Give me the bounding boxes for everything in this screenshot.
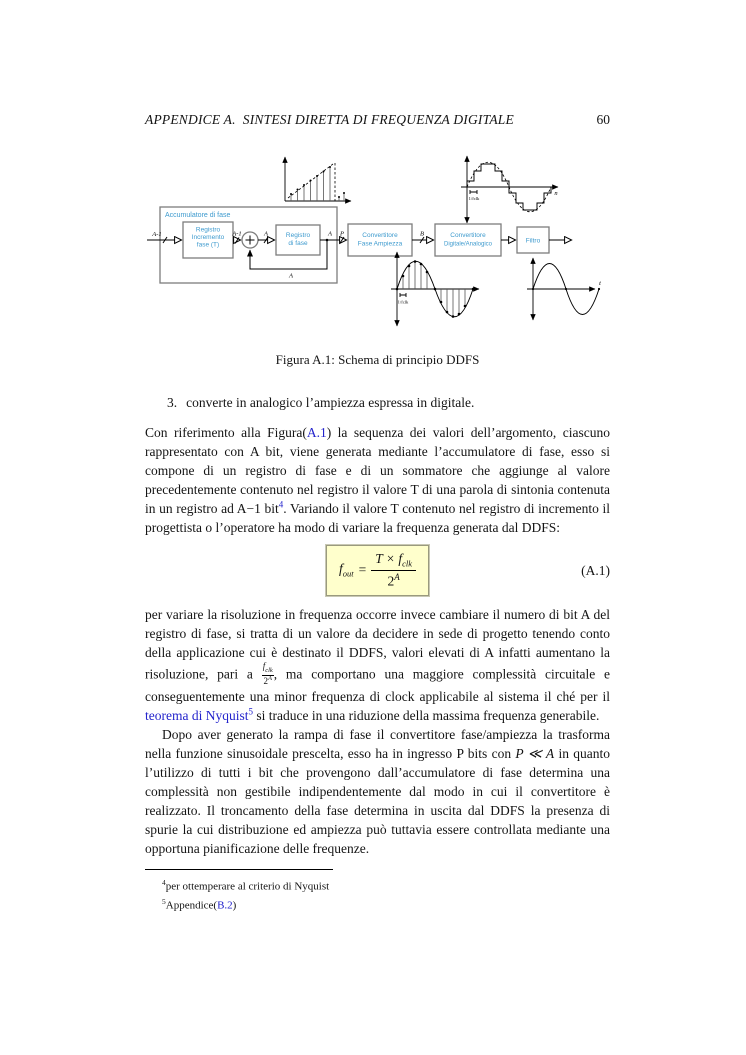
figure-ref-link[interactable]: A.1 [306,425,327,440]
figure-ddfs-diagram [145,149,610,337]
equation-number: (A.1) [581,563,610,579]
list-item-number: 3. [167,395,178,410]
equation-box: $f_{out}$ = $\frac{T \times f_{clk}}{2^A}$ [326,545,429,596]
nyquist-theorem-link[interactable]: teorema di Nyquist [145,707,249,723]
svg-text:Registro: Registro [285,232,311,239]
clk-period-label: 1/fclk [468,196,480,201]
n-axis-label: n [554,190,558,197]
incr-out-bus-label: A-1 [232,230,242,238]
convertitore-digitale-analogico-box [435,224,501,256]
convertitore-fase-ampiezza-box [348,224,412,256]
list-item-3 [167,395,610,411]
paragraph-3: Dopo aver generato la rampa di fase il convertitore fase/ampiezza la trasforma nella funzione sinusoidale prescelta, esso ha in ingresso P bits con P ≪ A in quanto l’utilizzo di tutti i bit che provengono dall’accumulatore di fase determina una complessità non gestibile indipendentemente dal modo in cui il convertitore è realizzato. Il troncamento della fase determina in uscita dal DDFS la presenza di spurie la cui distribuzione ed ampiezza può tuttavia essere controllata mediante una opportuna pianificazione delle frequenze. [145,726,610,856]
footnote-ref-4[interactable]: 4 [278,499,284,510]
list-item-text: converte in analogico l’ampiezza espressa in digitale. [186,395,475,410]
page-header [145,112,610,128]
p-bus-label: P [340,230,344,238]
footnote-5: $^5$Appendice(B.2) [162,897,237,912]
equation-a1 [145,545,610,596]
svg-text:Digitale/Analogico: Digitale/Analogico [443,241,493,248]
paragraph-1: Con riferimento alla Figura(A.1) la sequenza dei valori dell’argomento, ciascuno rappresentato con A bit, viene generata mediante l’accumulatore di fase, esso si compone di un registro di fase e di un sommatore che aggiunge al valore precedentemente contenuto nel registro il valore T di una parola di sintonia contenuta in un registro ad A−1 bit$^4$. Variando il valore T contenuto nel registro di incremento il progettista o l’operatore ha modo di variare la frequenza generata dal DDFS: [145,425,610,535]
paragraph-2: per variare la risoluzione in frequenza occorre invece cambiare il numero di bit A del registro di fase, si tratta di un valore da decidere in sede di progetto tenendo conto della applicazione cui è destinato il DDFS, valori elevati di A infatti aumentano la risoluzione, pari a $\frac{f_{clk}}{2^A}$ , ma comportano una maggiore complessità circuitale e conseguentemente una minor frequenza di clock applicabile al sistema il ché per il teorema di Nyquist$^5$ si traduce in una riduzione della massima frequenza generabile. [145,607,610,723]
inline-fraction: $\frac{f_{clk}}{2^A}$ [262,661,273,687]
footnote-rule [145,869,333,870]
page-number: 60 [596,112,610,127]
phase-out-bus-label: A [328,230,332,238]
svg-text:Filtro: Filtro [525,237,541,245]
inline-math: P ≪ A [515,745,555,761]
registro-incremento-box [183,222,233,258]
header-title: APPENDICE A. SINTESI DIRETTA DI FREQUENZA DIGITALE [145,112,514,127]
svg-text:Registro: Registro [195,226,221,234]
svg-text:fase (T): fase (T) [196,241,220,249]
svg-text:Fase Ampiezza: Fase Ampiezza [357,240,403,248]
svg-text:Convertitore: Convertitore [450,232,486,239]
footnote-4: $^4$per ottemperare al criterio di Nyquist [162,877,330,893]
adder-symbol [242,232,258,248]
feedback-bus-label: A [289,272,293,280]
input-bus-label: A-1 [152,231,162,238]
svg-text:Convertitore: Convertitore [362,232,398,239]
body-text [145,423,610,914]
sampled-sine-plot [391,252,479,326]
t-axis-label: t [599,280,601,287]
clk-period-label-2: 1/fclk [397,299,409,305]
staircase-sine-plot [461,156,558,223]
b-bus-label: B [420,230,424,238]
footnotes [145,869,610,914]
analog-sine-plot [527,258,601,320]
sum-out-bus-label: A [264,230,268,238]
accumulator-label: Accumulatore di fase [165,212,231,219]
footnote-ref-5[interactable]: 5 [248,706,253,717]
appendix-ref-link[interactable]: B.2 [217,899,233,912]
registro-di-fase-box [276,225,320,255]
figure-caption: Figura A.1: Schema di principio DDFS [275,352,480,367]
svg-text:Incremento: Incremento [191,234,225,241]
phase-ramp-plot [285,157,351,201]
filtro-box [517,227,549,253]
svg-text:di fase: di fase [288,240,308,247]
